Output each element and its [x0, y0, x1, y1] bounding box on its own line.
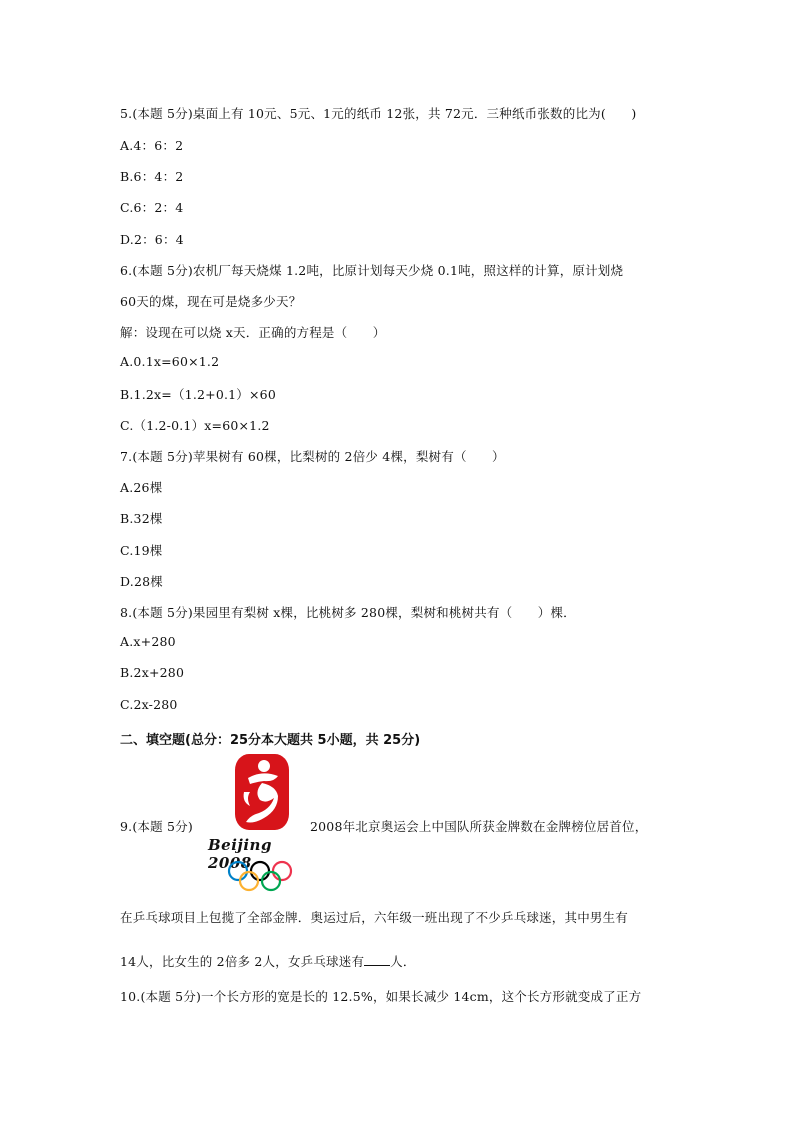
dancing-beijing-emblem-icon: [234, 752, 290, 832]
q9-line2: 在乒乓球项目上包揽了全部金牌．奥运过后，六年级一班出现了不少乒乓球迷，其中男生有: [120, 910, 629, 925]
q7-option-c: C.19棵: [120, 543, 163, 558]
q5-stem: 5.(本题 5分)桌面上有 10元、5元、1元的纸币 12张，共 72元．三种纸币张数的比为( ): [120, 106, 637, 121]
olympic-ring: [262, 872, 280, 890]
q7-option-a: A.26棵: [120, 480, 163, 495]
section-heading: 二、填空题(总分：25分本大题共 5小题，共 25分): [120, 733, 421, 748]
answer-blank[interactable]: [364, 953, 390, 966]
beijing-2008-logo: [206, 752, 312, 896]
q6-stem-line2: 60天的煤，现在可是烧多少天？: [120, 294, 302, 309]
q8-option-a: A.x+280: [120, 634, 176, 649]
q5-option-d: D.2：6：4: [120, 232, 184, 247]
q5-option-a: A.4：6：2: [120, 138, 184, 153]
olympic-ring: [229, 862, 247, 880]
q9-line3-end: 人．: [390, 954, 416, 969]
olympic-ring: [273, 862, 291, 880]
q8-option-c: C.2x-280: [120, 697, 178, 712]
q8-option-b: B.2x+280: [120, 665, 185, 680]
q7-stem: 7.(本题 5分)苹果树有 60棵，比梨树的 2倍少 4棵，梨树有（ ）: [120, 449, 505, 464]
q6-option-b: B.1.2x=（1.2+0.1）×60: [120, 387, 276, 402]
q6-stem-line1: 6.(本题 5分)农机厂每天烧煤 1.2吨，比原计划每天少烧 0.1吨，照这样的计算，原计划烧: [120, 263, 624, 278]
q6-option-a: A.0.1x=60×1.2: [120, 354, 220, 369]
q6-option-c: C.（1.2-0.1）x=60×1.2: [120, 418, 270, 433]
q7-option-d: D.28棵: [120, 574, 163, 589]
logo-wordmark: Beijing 2008: [208, 836, 272, 872]
olympic-ring: [251, 862, 269, 880]
q6-solution: 解：设现在可以烧 x天．正确的方程是（ ）: [120, 325, 386, 340]
olympic-rings-icon: [226, 860, 294, 892]
q5-option-c: C.6：2：4: [120, 200, 184, 215]
q9-line3-text: 14人，比女生的 2倍多 2人，女乒乓球迷有: [120, 954, 365, 969]
q7-option-b: B.32棵: [120, 511, 163, 526]
q10-stem: 10.(本题 5分)一个长方形的宽是长的 12.5%，如果长减少 14cm，这个长方形就变成了正方: [120, 989, 642, 1004]
olympic-ring: [240, 872, 258, 890]
q5-option-b: B.6：4：2: [120, 169, 184, 184]
q9-prefix: 9.(本题 5分): [120, 819, 193, 834]
q9-line3: [120, 952, 416, 970]
q9-line1: 2008年北京奥运会上中国队所获金牌数在金牌榜位居首位，: [310, 819, 648, 834]
q8-stem: 8.(本题 5分)果园里有梨树 x棵，比桃树多 280棵，梨树和桃树共有（ ）棵．: [120, 605, 576, 620]
